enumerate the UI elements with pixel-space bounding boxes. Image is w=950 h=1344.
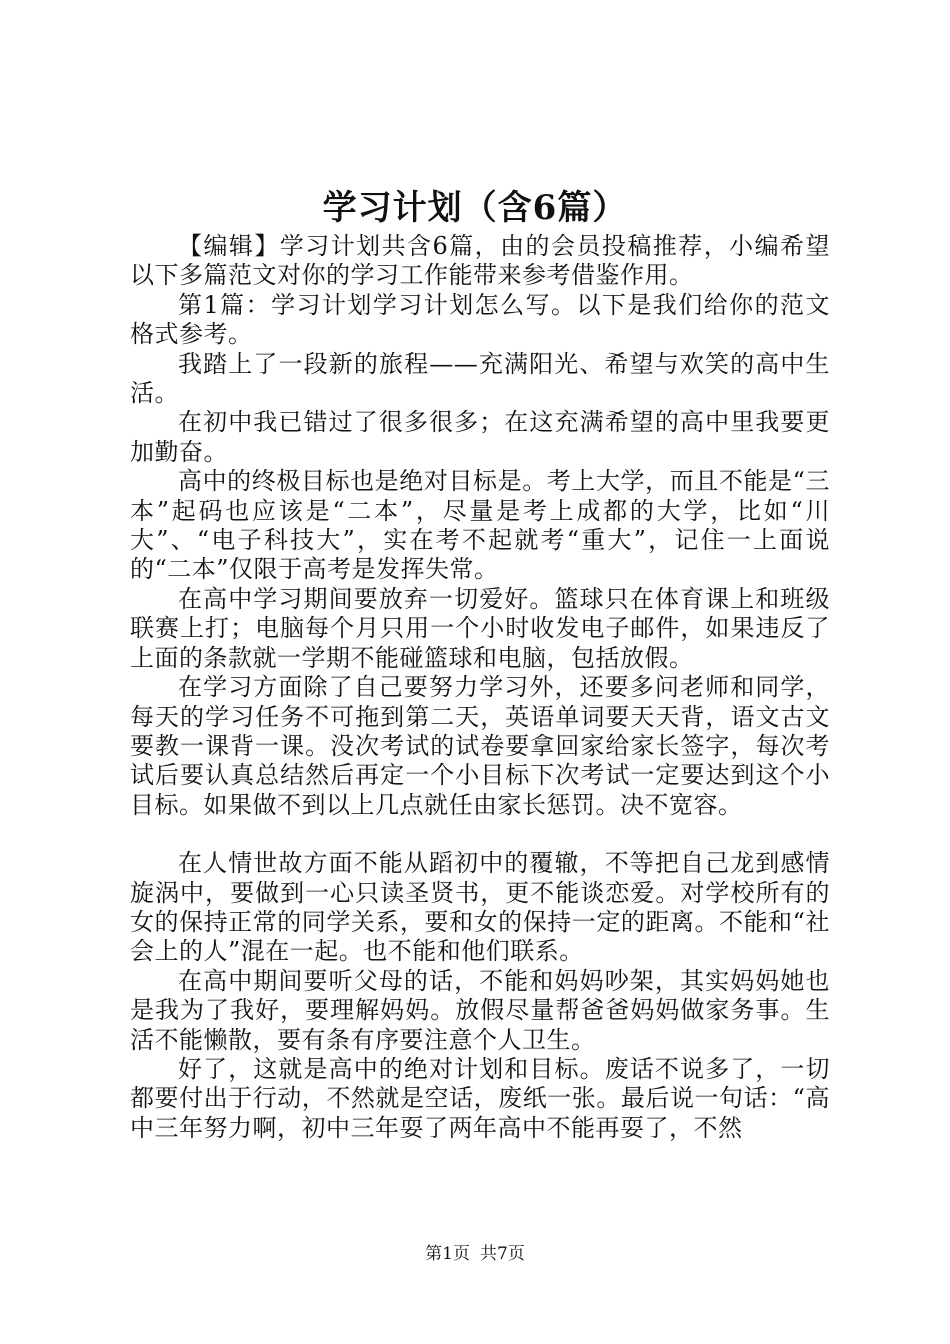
paragraph: 高中的终极目标也是绝对目标是。考上大学，而且不能是“三本”起码也应该是“二本”，尽量是考上成都的大学，比如“川大”、“电子科技大”，实在考不起就考“重大”，记住一上面说的“二本”仅限于高考是发挥失常。 (130, 467, 830, 584)
paragraph: 【编辑】学习计划共含6篇，由的会员投稿推荐，小编希望以下多篇范文对你的学习工作能带来参考借鉴作用。 (130, 232, 830, 290)
paragraph: 第1篇：学习计划学习计划怎么写。以下是我们给你的范文格式参考。 (130, 290, 830, 349)
document-body (130, 232, 830, 1143)
page-footer (0, 1243, 950, 1265)
paragraph: 在高中期间要听父母的话，不能和妈妈吵架，其实妈妈她也是我为了我好，要理解妈妈。放假尽量帮爸爸妈妈做家务事。生活不能懒散，要有条有序要注意个人卫生。 (130, 966, 830, 1054)
paragraph: 在学习方面除了自己要努力学习外，还要多问老师和同学，每天的学习任务不可拖到第二天，英语单词要天天背，语文古文要教一课背一课。没次考试的试卷要拿回家给家长签字，每次考试后要认真总结然后再定一个小目标下次考试一定要达到这个小目标。如果做不到以上几点就任由家长惩罚。决不宽容。 (130, 673, 830, 819)
page-number: 第1页 (425, 1244, 470, 1264)
paragraph: 在高中学习期间要放弃一切爱好。篮球只在体育课上和班级联赛上打；电脑每个月只用一个小时收发电子邮件，如果违反了上面的条款就一学期不能碰篮球和电脑，包括放假。 (130, 584, 830, 672)
paragraph: 在人情世故方面不能从蹈初中的覆辙，不等把自己龙到感情旋涡中，要做到一心只读圣贤书，更不能谈恋爱。对学校所有的女的保持正常的同学关系，要和女的保持一定的距离。不能和“社会上的人”混在一起。也不能和他们联系。 (130, 849, 830, 966)
paragraph: 好了，这就是高中的绝对计划和目标。废话不说多了，一切都要付出于行动，不然就是空话，废纸一张。最后说一句话：“高中三年努力啊，初中三年耍了两年高中不能再耍了，不然 (130, 1054, 830, 1142)
document-title: 学习计划（含6篇） (322, 188, 628, 228)
paragraph: 我踏上了一段新的旅程——充满阳光、希望与欢笑的高中生活。 (130, 349, 830, 408)
paragraph: 在初中我已错过了很多很多；在这充满希望的高中里我要更加勤奋。 (130, 408, 830, 466)
page-total: 共7页 (480, 1244, 525, 1264)
